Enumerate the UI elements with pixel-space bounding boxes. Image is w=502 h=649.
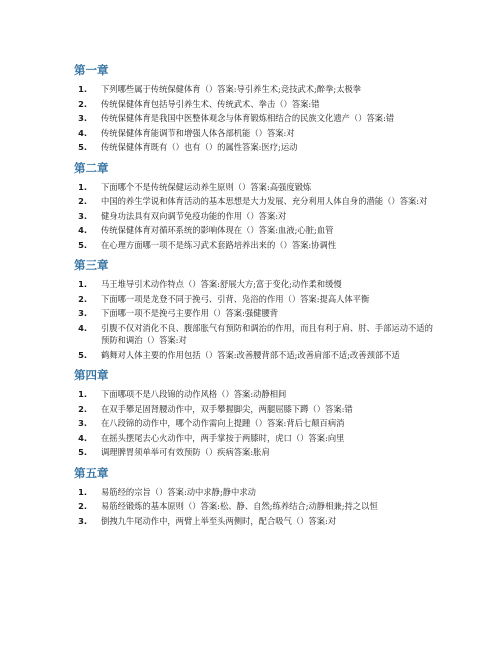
question-item	[74, 349, 436, 362]
question-number: 4.	[78, 127, 87, 138]
question-text: 易筋经的宗旨（）答案:动中求静;静中求动	[101, 486, 256, 497]
question-number: 3.	[78, 515, 87, 526]
question-item	[74, 322, 436, 347]
question-item	[74, 515, 436, 528]
question-item	[74, 127, 436, 140]
question-number: 4.	[78, 225, 87, 235]
question-text: 在八段锦的动作中，哪个动作需向上提踵（）答案:背后七颠百病消	[101, 418, 345, 428]
question-text: 引腹不仅对消化不良、腹部胀气有预防和调治的作用，而且有利于肩、肘、手部运动不适的预防和调治（）答案:对	[101, 322, 433, 345]
question-item	[74, 98, 436, 111]
question-text: 下面哪个不是传统保健运动养生原则（）答案:高强度锻炼	[101, 181, 312, 192]
question-number: 3.	[78, 210, 87, 221]
chapter-title: 第五章	[74, 465, 109, 480]
question-item	[74, 486, 436, 499]
chapter-section	[74, 257, 436, 361]
question-item	[74, 141, 436, 154]
question-text: 下面哪一项是龙登不同于挽弓、引背、凫浴的作用（）答案:提高人体平衡	[101, 293, 370, 304]
question-list	[74, 181, 436, 252]
question-text: 传统保健体育能调节和增强人体各部机能（）答案:对	[101, 127, 295, 138]
chapter-section	[74, 367, 436, 459]
question-item	[74, 112, 436, 125]
question-text: 在摇头摆尾去心火动作中，两手掌按于两膝时，虎口（）答案:向里	[101, 432, 345, 443]
question-number: 1.	[78, 279, 87, 289]
question-number: 5.	[78, 349, 87, 360]
question-text: 鹤舞对人体主要的作用包括（）答案:改善腰背部不适;改善肩部不适;改善颈部不适	[101, 349, 400, 360]
question-number: 2.	[78, 98, 87, 109]
question-number: 2.	[78, 403, 87, 414]
question-item	[74, 181, 436, 194]
question-text: 传统保健体育对循环系统的影响体现在（）答案:血液;心脏;血管	[101, 225, 334, 235]
chapter-title: 第一章	[74, 63, 109, 77]
question-number: 4.	[78, 322, 87, 333]
question-list	[74, 278, 436, 361]
question-number: 5.	[78, 239, 87, 250]
question-item	[74, 195, 436, 208]
question-text: 传统保健体育是我国中医整体观念与体育锻炼相结合的民族文化遗产（）答案:错	[101, 113, 395, 123]
question-item	[74, 432, 436, 445]
question-text: 健身功法具有双向调节免疫功能的作用（）答案:对	[101, 210, 287, 221]
question-number: 3.	[78, 308, 87, 318]
question-text: 在双手攀足固肾腰动作中，双手攀握脚尖，两腿屈膝下蹲（）答案:错	[101, 403, 353, 414]
question-number: 4.	[78, 432, 87, 443]
question-text: 传统保健体育既有（）也有（）的属性答案:医疗;运动	[101, 142, 298, 152]
question-item	[74, 403, 436, 416]
question-item	[74, 293, 436, 306]
question-text: 下面哪一项不是挽弓主要作用（）答案:强健腰背	[101, 308, 279, 318]
question-number: 1.	[78, 486, 87, 497]
chapter-section	[74, 465, 436, 528]
question-number: 3.	[78, 113, 87, 123]
question-number: 2.	[78, 293, 87, 304]
question-list	[74, 83, 436, 154]
question-text: 中国的养生学说和体育活动的基本思想是大力发展、充分利用人体自身的潜能（）答案:对	[101, 196, 428, 206]
question-text: 下面哪项不是八段锦的动作风格（）答案:动静相间	[101, 389, 287, 399]
question-text: 传统保健体育包括导引养生术、传统武术、拳击（）答案:错	[101, 98, 320, 109]
question-number: 1.	[78, 389, 87, 399]
chapter-section	[74, 62, 436, 154]
question-list	[74, 486, 436, 528]
chapter-title: 第二章	[74, 160, 109, 175]
question-number: 2.	[78, 501, 87, 511]
question-item	[74, 307, 436, 320]
document-content	[74, 62, 436, 529]
question-item	[74, 83, 436, 96]
question-item	[74, 278, 436, 291]
question-number: 1.	[78, 84, 87, 94]
question-item	[74, 388, 436, 401]
question-number: 3.	[78, 418, 87, 428]
question-item	[74, 500, 436, 513]
question-text: 易筋经锻炼的基本原则（）答案:松、静、自然;练养结合;动静相兼;持之以恒	[101, 501, 378, 511]
question-item	[74, 417, 436, 430]
question-number: 1.	[78, 181, 87, 192]
question-item	[74, 224, 436, 237]
question-number: 2.	[78, 196, 87, 206]
question-item	[74, 210, 436, 223]
question-list	[74, 388, 436, 459]
question-text: 下列哪些属于传统保健体育（）答案:导引养生术;竞技武术;醉拳;太极拳	[101, 84, 362, 94]
question-item	[74, 239, 436, 252]
question-item	[74, 446, 436, 459]
chapter-title: 第三章	[74, 258, 109, 272]
question-number: 5.	[78, 447, 87, 457]
question-text: 调理脾胃须单举可有效预防（）疾病答案:胀肩	[101, 447, 270, 457]
chapter-section	[74, 160, 436, 252]
question-text: 马王堆导引术动作特点（）答案:舒展大方;富于变化;动作柔和缓慢	[101, 279, 342, 289]
chapter-title: 第四章	[74, 368, 109, 382]
question-text: 倒拽九牛尾动作中，两臂上举至头两侧时，配合吸气（）答案:对	[101, 515, 337, 526]
question-text: 在心理方面哪一项不是练习武术套路培养出来的（）答案:协调性	[101, 239, 337, 250]
question-number: 5.	[78, 142, 87, 152]
